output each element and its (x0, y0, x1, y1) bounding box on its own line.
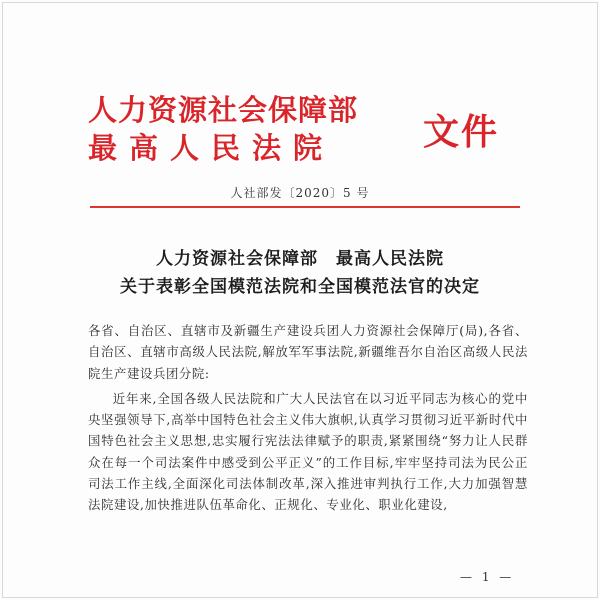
page-number: — 1 — (460, 570, 515, 584)
document-label: 文件 (423, 111, 500, 153)
document-number: 人社部发〔2020〕5 号 (230, 186, 370, 200)
document-body (88, 320, 528, 516)
addressee-paragraph: 各省、自治区、直辖市及新疆生产建设兵团人力资源社会保障厅(局),各省、自治区、直辖市高级人民法院,解放军军事法院,新疆维吾尔自治区高级人民法院生产建设兵团分院: (88, 323, 528, 381)
red-separator-line (90, 206, 520, 208)
issuer-line-1: 人力资源社会保障部 (88, 93, 359, 127)
title-line-2: 关于表彰全国模范法院和全国模范法官的决定 (120, 277, 480, 297)
body-paragraph-1: 近年来,全国各级人民法院和广大人民法官在以习近平同志为核心的党中央坚强领导下,高举中国特色社会主义伟大旗帜,认真学习贯彻习近平新时代中国特色社会主义思想,忠实履行宪法法律赋予的职责,紧紧围绕“努力让人民群众在每一个司法案件中感受到公平正义”的工作目标,牢牢坚持司法为民公正司法工作主线,全面深化司法体制改革,深入推进审判执行工作,大力加强智慧法院建设,加快推进队伍革命化、正规化、专业化、职业化建设, (88, 390, 528, 513)
title-line-1: 人力资源社会保障部 最高人民法院 (156, 249, 444, 269)
issuer-line-2: 最高人民法院 (88, 131, 335, 165)
document-header (88, 88, 518, 165)
